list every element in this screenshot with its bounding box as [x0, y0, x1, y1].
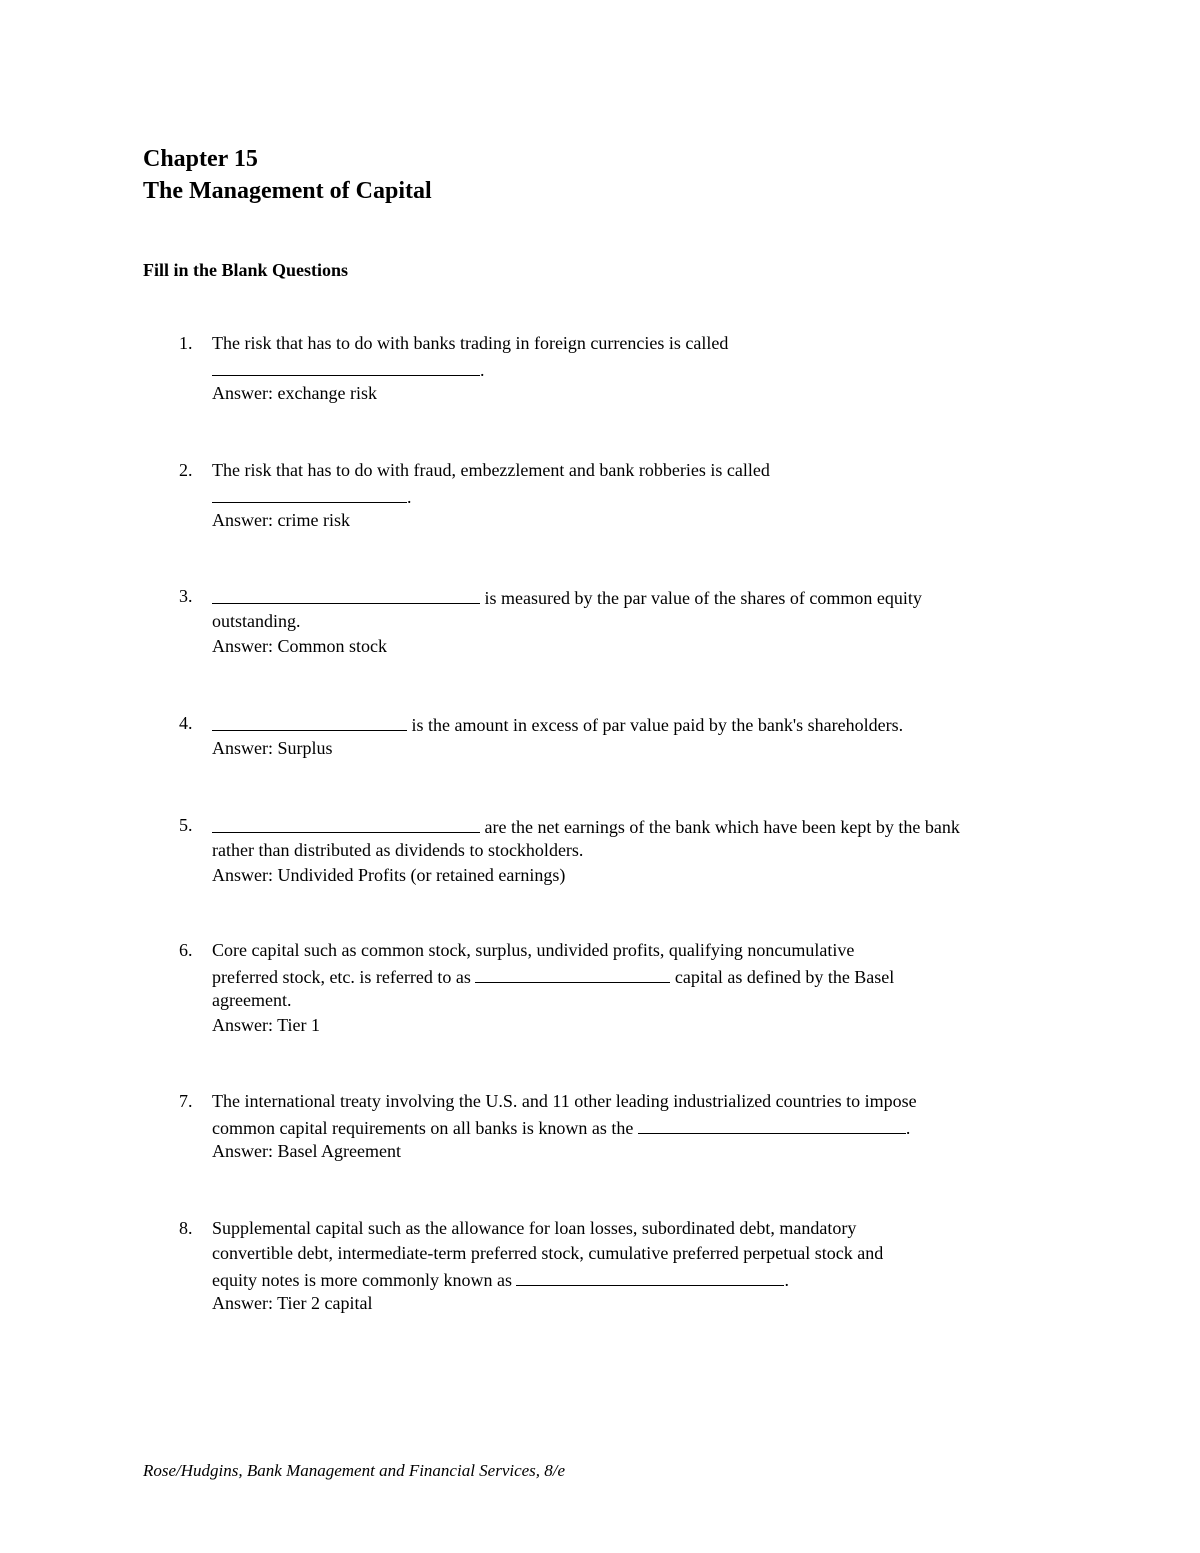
- question-number: 4.: [179, 713, 193, 733]
- section-heading: Fill in the Blank Questions: [143, 260, 349, 280]
- answer-text: Answer: Surplus: [212, 738, 333, 758]
- question-number: 2.: [179, 460, 193, 480]
- question-body: [212, 1216, 1072, 1316]
- answer-blank: [516, 1266, 784, 1286]
- question-text-prefix: common capital requirements on all banks is known as the: [212, 1118, 638, 1138]
- question-text: agreement.: [212, 990, 292, 1010]
- question-body: [212, 813, 1072, 888]
- question-text: [212, 963, 1072, 988]
- question-text-suffix: .: [784, 1270, 789, 1290]
- question-text: outstanding.: [212, 611, 301, 631]
- question-body: [212, 1089, 1072, 1164]
- question-text: [212, 356, 1072, 381]
- answer-text: Answer: crime risk: [212, 510, 350, 530]
- question-text: Core capital such as common stock, surplus, undivided profits, qualifying noncumulative: [212, 940, 855, 960]
- answer-text: Answer: Tier 1: [212, 1015, 321, 1035]
- question-text-suffix: is measured by the par value of the shares of common equity: [480, 588, 922, 608]
- question-text: The international treaty involving the U.S. and 11 other leading industrialized countries to impose: [212, 1091, 917, 1111]
- question-text: Supplemental capital such as the allowance for loan losses, subordinated debt, mandatory: [212, 1218, 857, 1238]
- answer-text: Answer: exchange risk: [212, 383, 377, 403]
- answer-blank: [212, 813, 480, 833]
- question-text: rather than distributed as dividends to stockholders.: [212, 840, 584, 860]
- question-number: 7.: [179, 1091, 193, 1111]
- question-number: 8.: [179, 1218, 193, 1238]
- answer-blank: [212, 356, 480, 376]
- footer-citation: Rose/Hudgins, Bank Management and Financial Services, 8/e: [143, 1461, 566, 1480]
- question-text-prefix: equity notes is more commonly known as: [212, 1270, 517, 1290]
- chapter-number: Chapter 15: [143, 146, 258, 172]
- question-text-suffix: capital as defined by the Basel: [670, 967, 895, 987]
- question-text-suffix: .: [480, 360, 485, 380]
- question-text: [212, 813, 1072, 838]
- question-text-suffix: .: [407, 487, 412, 507]
- answer-blank: [638, 1114, 906, 1134]
- answer-blank: [212, 483, 407, 503]
- answer-text: Answer: Common stock: [212, 636, 387, 656]
- question-text: [212, 584, 1072, 609]
- question-text: convertible debt, intermediate-term preferred stock, cumulative preferred perpetual stock and: [212, 1243, 884, 1263]
- question-body: [212, 938, 1072, 1038]
- question-body: [212, 331, 1072, 406]
- question-number: 1.: [179, 333, 193, 353]
- answer-blank: [475, 963, 670, 983]
- question-text: [212, 1266, 1072, 1291]
- question-number: 6.: [179, 940, 193, 960]
- answer-blank: [212, 584, 480, 604]
- question-body: [212, 584, 1072, 659]
- answer-text: Answer: Undivided Profits (or retained earnings): [212, 865, 566, 885]
- question-text-suffix: is the amount in excess of par value paid by the bank's shareholders.: [407, 715, 904, 735]
- question-text: [212, 1114, 1072, 1139]
- question-number: 5.: [179, 815, 193, 835]
- question-text: [212, 483, 1072, 508]
- question-text-suffix: are the net earnings of the bank which have been kept by the bank: [480, 817, 960, 837]
- answer-text: Answer: Tier 2 capital: [212, 1293, 373, 1313]
- question-body: [212, 458, 1072, 533]
- chapter-title: The Management of Capital: [143, 178, 432, 204]
- question-number: 3.: [179, 586, 193, 606]
- answer-blank: [212, 711, 407, 731]
- question-text-prefix: preferred stock, etc. is referred to as: [212, 967, 476, 987]
- question-text: The risk that has to do with fraud, embezzlement and bank robberies is called: [212, 460, 770, 480]
- question-text: The risk that has to do with banks trading in foreign currencies is called: [212, 333, 729, 353]
- question-body: [212, 711, 1072, 761]
- answer-text: Answer: Basel Agreement: [212, 1141, 401, 1161]
- question-text: [212, 711, 1072, 736]
- question-text-suffix: .: [905, 1118, 911, 1138]
